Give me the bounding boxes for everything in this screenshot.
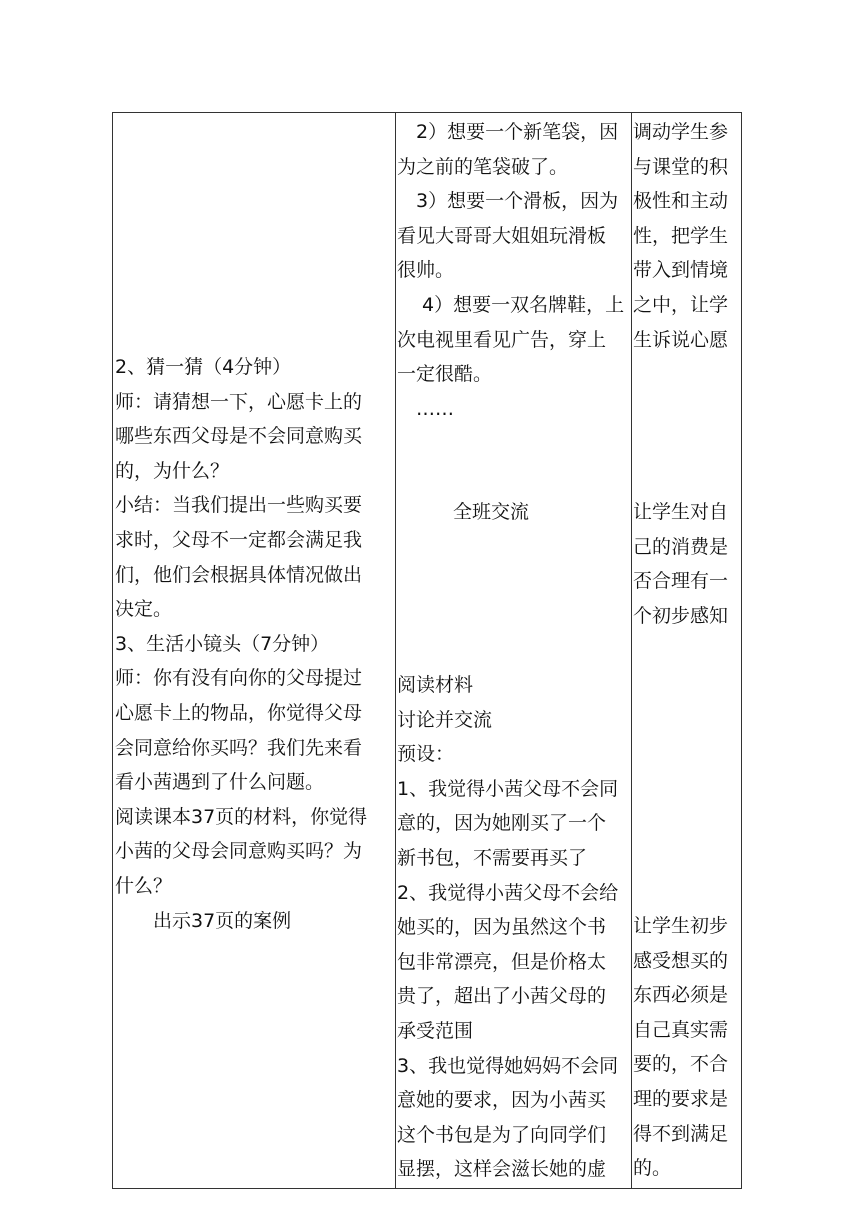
text-line: 这个书包是为了向同学们 — [397, 1123, 607, 1146]
text-line: 1、我觉得小茜父母不会同 — [397, 777, 619, 800]
text-line: 性，把学生 — [633, 224, 729, 247]
text-line: 意的，因为她刚买了一个 — [397, 812, 607, 835]
text-line: 的，为什么？ — [115, 459, 230, 482]
text-line: 全班交流 — [453, 501, 530, 523]
text-line: 东西必须是 — [633, 984, 729, 1007]
text-line: 让学生初步 — [633, 915, 729, 937]
text-line: 带入到情境 — [633, 259, 729, 282]
text-line: 师：你有没有向你的父母提过 — [115, 667, 363, 690]
student-activity-bottom — [397, 668, 631, 1187]
text-line: 与课堂的积 — [633, 155, 729, 178]
text-line: 3、我也觉得她妈妈不会同 — [397, 1054, 619, 1077]
text-line: 2、我觉得小茜父母不会给 — [397, 881, 619, 904]
student-activity-top — [397, 115, 631, 426]
lesson-plan-table — [112, 112, 742, 1189]
text-line: 包非常漂亮，但是价格太 — [397, 950, 607, 973]
text-line: 之中，让学 — [633, 293, 729, 316]
text-line: 她买的，因为虽然这个书 — [397, 916, 607, 939]
text-line: 显摆，这样会滋长她的虚 — [397, 1158, 607, 1181]
design-intent-top — [633, 115, 739, 357]
text-line: 会同意给你买吗？我们先来看 — [115, 736, 363, 759]
student-activity-mid — [397, 495, 631, 530]
text-line: 什么？ — [115, 874, 173, 897]
text-line: 们，他们会根据具体情况做出 — [115, 563, 363, 586]
text-line: 让学生对自 — [633, 501, 729, 523]
text-line: 生诉说心愿 — [633, 328, 729, 351]
text-line: 理的要求是 — [633, 1087, 729, 1110]
text-line: 个初步感知 — [633, 604, 729, 627]
text-line: 极性和主动 — [633, 190, 729, 213]
text-line: 贵了，超出了小茜父母的 — [397, 985, 607, 1008]
text-line: 出示37页的案例 — [115, 909, 292, 932]
text-line: 感受想买的 — [633, 949, 729, 972]
text-line: 决定。 — [115, 598, 173, 621]
design-intent-bottom — [633, 909, 739, 1186]
text-line: 新书包，不需要再买了 — [397, 846, 588, 869]
text-line: 3、生活小镜头（7分钟） — [115, 632, 330, 655]
text-line: 己的消费是 — [633, 535, 729, 558]
text-line: 3）想要一个滑板，因为 — [397, 190, 619, 213]
text-line: 自己真实需 — [633, 1018, 729, 1041]
text-line: 小茜的父母会同意购买吗？为 — [115, 840, 363, 863]
text-line: 哪些东西父母是不会同意购买 — [115, 425, 363, 448]
text-line: 师：请猜想一下，心愿卡上的 — [115, 390, 363, 413]
text-line: 承受范围 — [397, 1019, 474, 1042]
text-line: 2、猜一猜（4分钟） — [115, 356, 292, 378]
column-divider — [395, 113, 396, 1188]
text-line: 为之前的笔袋破了。 — [397, 155, 569, 178]
text-line: 2）想要一个新笔袋，因 — [397, 121, 619, 143]
text-line: …… — [397, 397, 455, 420]
text-line: 阅读课本37页的材料，你觉得 — [115, 805, 368, 828]
text-line: 得不到满足 — [633, 1122, 729, 1145]
text-line: 意她的要求，因为小茜买 — [397, 1089, 607, 1112]
text-line: 看小茜遇到了什么问题。 — [115, 771, 325, 794]
text-line: 调动学生参 — [633, 121, 729, 143]
text-line: 心愿卡上的物品，你觉得父母 — [115, 701, 363, 724]
text-line: 的。 — [633, 1157, 672, 1180]
design-intent-mid — [633, 495, 739, 633]
text-line: 小结：当我们提出一些购买要 — [115, 494, 363, 517]
text-line: 讨论并交流 — [397, 708, 493, 731]
text-line: 看见大哥哥大姐姐玩滑板 — [397, 224, 607, 247]
text-line: 次电视里看见广告，穿上 — [397, 328, 607, 351]
column-divider — [631, 113, 632, 1188]
text-line: 求时，父母不一定都会满足我 — [115, 528, 363, 551]
text-line: 很帅。 — [397, 259, 455, 282]
teacher-activity-cell — [115, 350, 395, 938]
text-line: 阅读材料 — [397, 674, 474, 696]
text-line: 一定很酷。 — [397, 363, 493, 386]
text-line: 要的，不合 — [633, 1053, 729, 1076]
text-line: 预设： — [397, 743, 455, 766]
text-line: 4）想要一双名牌鞋，上 — [397, 293, 625, 316]
text-line: 否合理有一 — [633, 570, 729, 593]
